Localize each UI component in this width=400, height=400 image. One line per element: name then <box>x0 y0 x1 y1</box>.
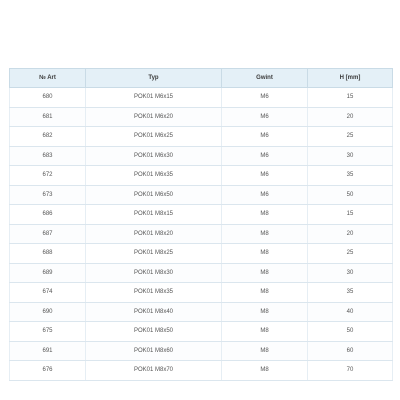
table-row <box>10 107 393 127</box>
cell-thread: M8 <box>222 361 308 381</box>
cell-height: 15 <box>308 205 393 225</box>
cell-article-number: 687 <box>10 224 86 244</box>
table-row <box>10 283 393 303</box>
cell-type: POK01 M8x70 <box>86 361 222 381</box>
cell-article-number: 680 <box>10 88 86 108</box>
cell-article-number: 689 <box>10 263 86 283</box>
cell-height: 50 <box>308 185 393 205</box>
cell-height: 35 <box>308 166 393 186</box>
table-row <box>10 166 393 186</box>
cell-thread: M8 <box>222 224 308 244</box>
product-table <box>9 68 393 381</box>
cell-thread: M6 <box>222 185 308 205</box>
cell-height: 40 <box>308 302 393 322</box>
table-row <box>10 146 393 166</box>
cell-type: POK01 M8x50 <box>86 322 222 342</box>
cell-height: 70 <box>308 361 393 381</box>
cell-type: POK01 M6x50 <box>86 185 222 205</box>
cell-type: POK01 M8x60 <box>86 341 222 361</box>
cell-article-number: 691 <box>10 341 86 361</box>
cell-thread: M6 <box>222 107 308 127</box>
cell-thread: M8 <box>222 302 308 322</box>
cell-height: 50 <box>308 322 393 342</box>
header-row <box>10 69 393 88</box>
header-thread: Gwint <box>222 69 308 88</box>
cell-article-number: 672 <box>10 166 86 186</box>
cell-type: POK01 M8x40 <box>86 302 222 322</box>
cell-height: 60 <box>308 341 393 361</box>
cell-article-number: 686 <box>10 205 86 225</box>
cell-article-number: 682 <box>10 127 86 147</box>
header-type: Typ <box>86 69 222 88</box>
cell-type: POK01 M6x35 <box>86 166 222 186</box>
cell-height: 30 <box>308 263 393 283</box>
cell-height: 35 <box>308 283 393 303</box>
cell-height: 20 <box>308 224 393 244</box>
header-height: H [mm] <box>308 69 393 88</box>
cell-type: POK01 M8x35 <box>86 283 222 303</box>
table-row <box>10 322 393 342</box>
cell-thread: M6 <box>222 166 308 186</box>
cell-type: POK01 M6x15 <box>86 88 222 108</box>
cell-article-number: 673 <box>10 185 86 205</box>
table-row <box>10 302 393 322</box>
cell-thread: M8 <box>222 263 308 283</box>
table-header <box>10 69 393 88</box>
table-row <box>10 127 393 147</box>
cell-type: POK01 M8x30 <box>86 263 222 283</box>
cell-thread: M6 <box>222 146 308 166</box>
table-row <box>10 263 393 283</box>
cell-type: POK01 M8x20 <box>86 224 222 244</box>
table-body <box>10 88 393 381</box>
cell-thread: M8 <box>222 283 308 303</box>
table-row <box>10 205 393 225</box>
cell-type: POK01 M6x25 <box>86 127 222 147</box>
table-row <box>10 361 393 381</box>
cell-article-number: 690 <box>10 302 86 322</box>
cell-type: POK01 M8x15 <box>86 205 222 225</box>
cell-thread: M6 <box>222 127 308 147</box>
table-row <box>10 88 393 108</box>
cell-type: POK01 M6x30 <box>86 146 222 166</box>
header-article-number: № Art <box>10 69 86 88</box>
cell-article-number: 676 <box>10 361 86 381</box>
cell-article-number: 688 <box>10 244 86 264</box>
cell-article-number: 674 <box>10 283 86 303</box>
cell-height: 15 <box>308 88 393 108</box>
cell-height: 25 <box>308 127 393 147</box>
cell-height: 25 <box>308 244 393 264</box>
cell-type: POK01 M8x25 <box>86 244 222 264</box>
cell-thread: M8 <box>222 244 308 264</box>
cell-height: 30 <box>308 146 393 166</box>
cell-article-number: 683 <box>10 146 86 166</box>
cell-type: POK01 M6x20 <box>86 107 222 127</box>
table-row <box>10 224 393 244</box>
cell-thread: M8 <box>222 322 308 342</box>
cell-article-number: 681 <box>10 107 86 127</box>
cell-article-number: 675 <box>10 322 86 342</box>
cell-thread: M8 <box>222 205 308 225</box>
table-row <box>10 185 393 205</box>
cell-thread: M6 <box>222 88 308 108</box>
cell-height: 20 <box>308 107 393 127</box>
cell-thread: M8 <box>222 341 308 361</box>
table-row <box>10 244 393 264</box>
table-row <box>10 341 393 361</box>
